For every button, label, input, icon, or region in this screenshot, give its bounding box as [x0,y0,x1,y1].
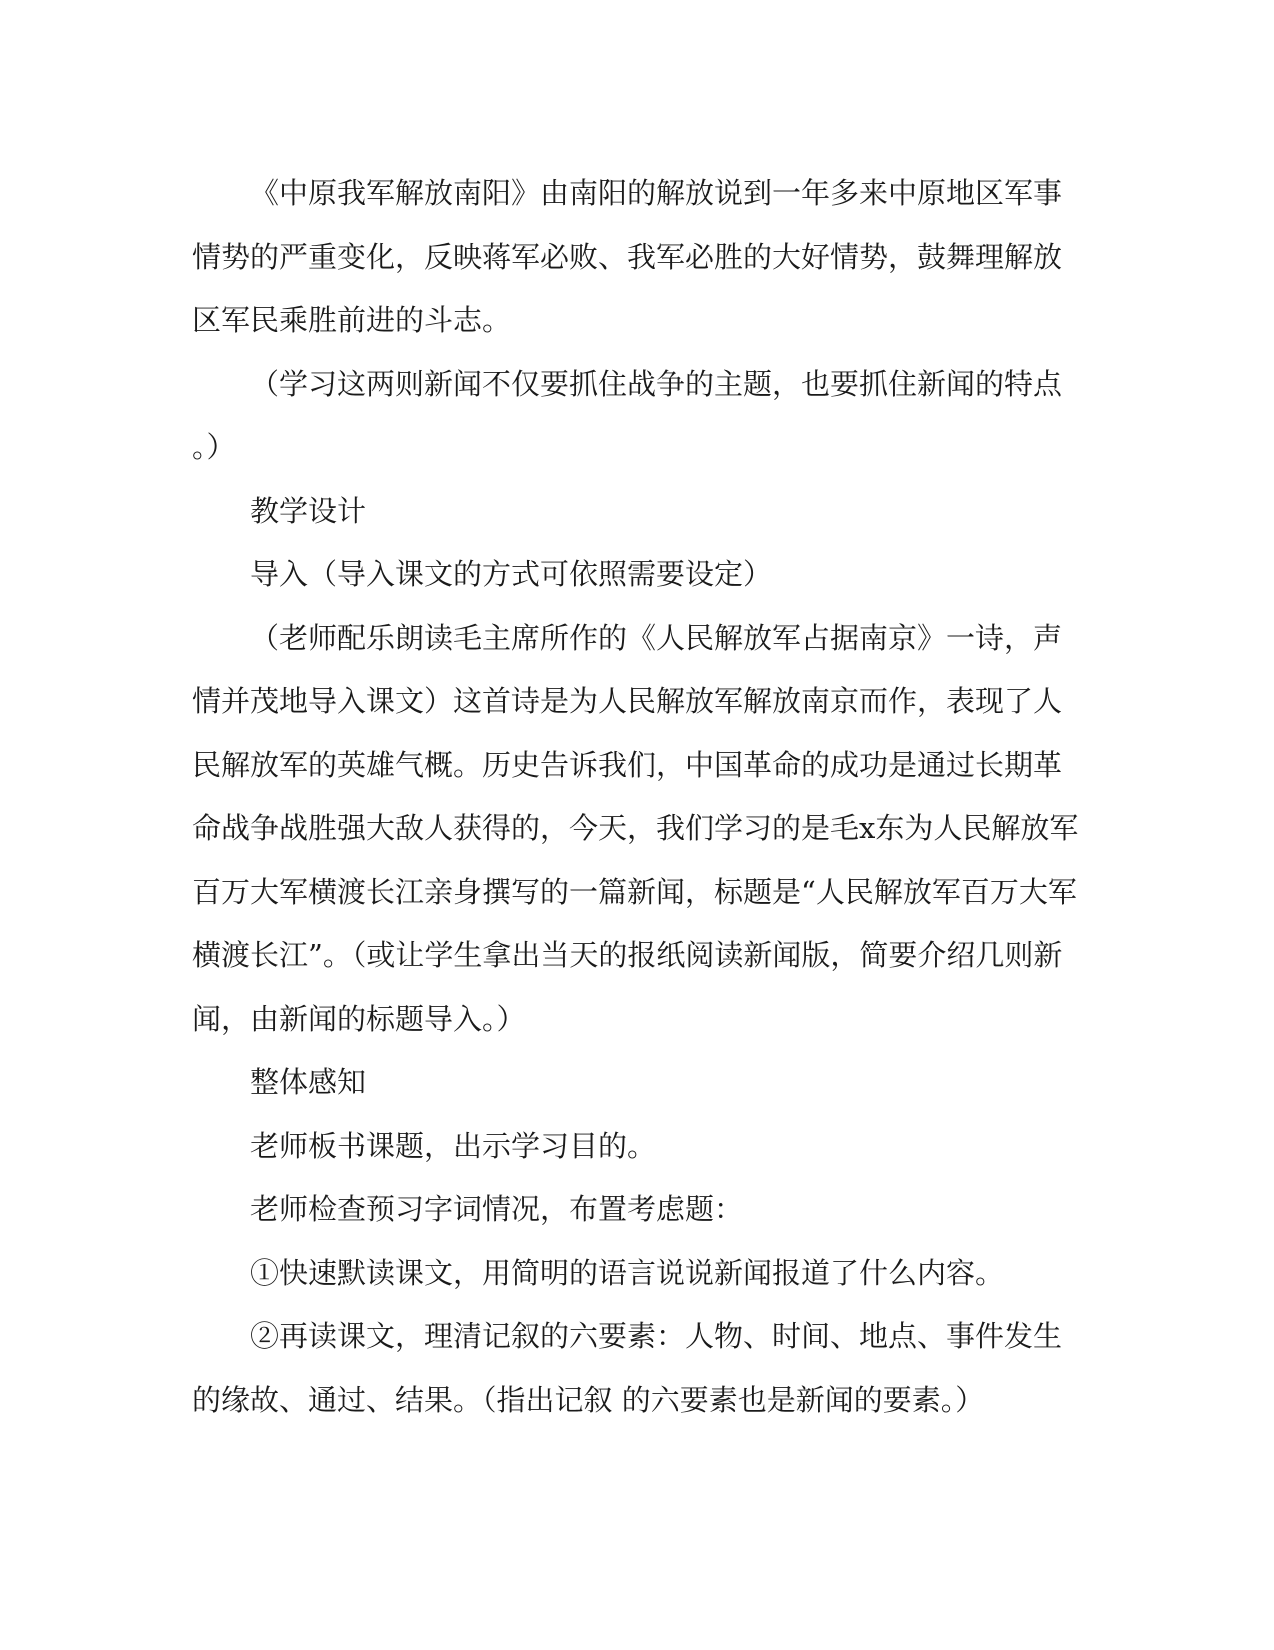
paragraph-line: 区军民乘胜前进的斗志。 [192,303,512,337]
paragraph-line: 情并茂地导入课文）这首诗是为人民解放军解放南京而作，表现了人 [192,684,1063,718]
section-heading: 整体感知 [250,1065,367,1099]
paragraph-line: 。） [192,430,236,464]
paragraph-line: 百万大军横渡长江亲身撰写的一篇新闻，标题是“人民解放军百万大军 [192,874,1077,909]
subsection-heading: 导入（导入课文的方式可依照需要设定） [250,557,773,591]
paragraph-line: 命战争战胜强大敌人获得的，今天，我们学习的是毛x东为人民解放军 [192,811,1079,845]
list-item: ②再读课文，理清记叙的六要素：人物、时间、地点、事件发生 [250,1319,1063,1353]
paragraph-line: 的缘故、通过、结果。（指出记叙 的六要素也是新闻的要素。） [192,1382,985,1417]
paragraph-line: 横渡长江”。（或让学生拿出当天的报纸阅读新闻版，简要介绍几则新 [192,938,1063,972]
paragraph-line: （学习这两则新闻不仅要抓住战争的主题，也要抓住新闻的特点 [250,366,1063,401]
body-text [192,162,1080,1432]
paragraph-line: 《中原我军解放南阳》由南阳的解放说到一年多来中原地区军事 [250,176,1063,210]
paragraph-line: 老师板书课题，出示学习目的。 [250,1128,657,1163]
paragraph-line: 民解放军的英雄气概。历史告诉我们，中国革命的成功是通过长期革 [192,747,1063,782]
paragraph-line: 闻，由新闻的标题导入。） [192,1001,526,1036]
section-heading: 教学设计 [250,493,367,528]
paragraph-line: 老师检查预习字词情况，布置考虑题： [250,1192,744,1226]
list-item: ①快速默读课文，用简明的语言说说新闻报道了什么内容。 [250,1255,1005,1290]
paragraph-line: 情势的严重变化，反映蒋军必败、我军必胜的大好情势，鼓舞理解放 [192,239,1063,274]
paragraph-line: （老师配乐朗读毛主席所作的《人民解放军占据南京》一诗，声 [250,620,1063,655]
